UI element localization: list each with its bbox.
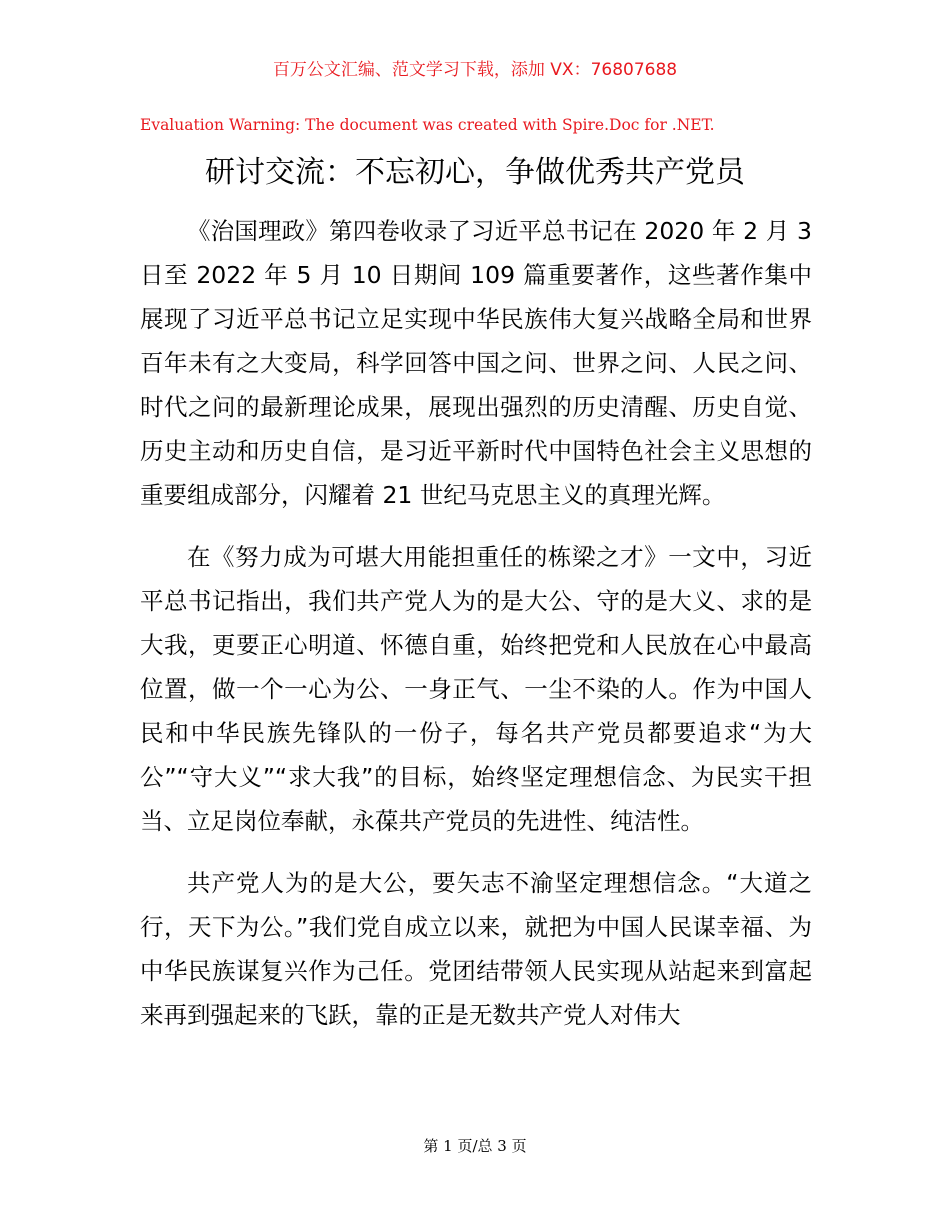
document-title: 研讨交流：不忘初心，争做优秀共产党员 <box>205 155 745 190</box>
evaluation-warning: Evaluation Warning: The document was created with Spire.Doc for .NET. <box>140 116 715 134</box>
paragraph-1: 《治国理政》第四卷收录了习近平总书记在 2020 年 2 月 3 日至 2022 年 5 月 10 日期间 109 篇重要著作，这些著作集中展现了习近平总书记立足实现中华民族伟大复兴战略全局和世界百年未有之大变局，科学回答中国之问、世界之问、人民之问、时代之问的最新理论成果，展现出强烈的历史清醒、历史自觉、历史主动和历史自信，是习近平新时代中国特色社会主义思想的重要组成部分，闪耀着 21 世纪马克思主义的真理光辉。 <box>140 217 812 509</box>
document-body <box>140 209 812 1055</box>
paragraph-2: 在《努力成为可堪大用能担重任的栋梁之才》一文中，习近平总书记指出，我们共产党人为的是大公、守的是大义、求的是大我，更要正心明道、怀德自重，始终把党和人民放在心中最高位置，做一个一心为公、一身正气、一尘不染的人。作为中国人民和中华民族先锋队的一份子，每名共产党员都要追求“为大公”“守大义”“求大我”的目标，始终坚定理想信念、为民实干担当、立足岗位奉献，永葆共产党员的先进性、纯洁性。 <box>140 543 812 835</box>
header-banner: 百万公文汇编、范文学习下载，添加 VX：76807688 <box>272 60 678 80</box>
paragraph-3: 共产党人为的是大公，要矢志不渝坚定理想信念。“大道之行，天下为公。”我们党自成立以来，就把为中国人民谋幸福、为中华民族谋复兴作为己任。党团结带领人民实现从站起来到富起来再到强起来的飞跃，靠的正是无数共产党人对伟大 <box>140 869 812 1029</box>
page-footer: 第 1 页/总 3 页 <box>423 1137 527 1155</box>
